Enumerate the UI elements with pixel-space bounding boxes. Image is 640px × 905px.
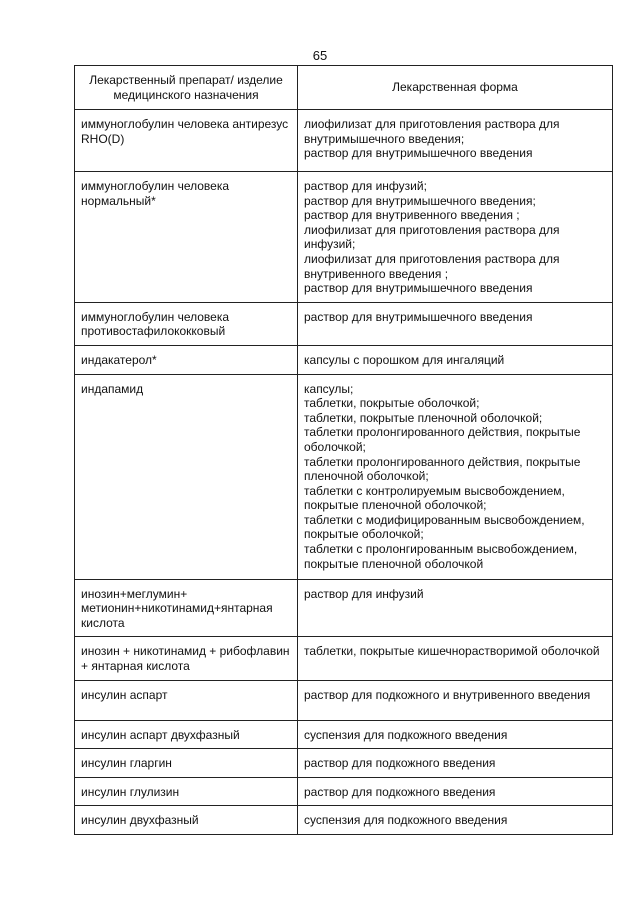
table-row bbox=[75, 749, 613, 778]
dosage-form-line: капсулы с порошком для ингаляций bbox=[304, 352, 505, 367]
table-row bbox=[75, 172, 613, 303]
dosage-form-line: таблетки, покрытые оболочкой; bbox=[304, 396, 480, 411]
dosage-form-cell bbox=[298, 680, 613, 720]
dosage-form-cell bbox=[298, 110, 613, 172]
table-row bbox=[75, 777, 613, 806]
table-row bbox=[75, 110, 613, 172]
table-row bbox=[75, 680, 613, 720]
drug-name-cell: инсулин гларгин bbox=[75, 749, 298, 778]
dosage-form-line: раствор для инфузий; bbox=[304, 179, 427, 193]
dosage-form-line: раствор для подкожного и внутривенного введения bbox=[304, 687, 591, 702]
drug-name-cell: инсулин глулизин bbox=[75, 777, 298, 806]
dosage-form-line: лиофилизат для приготовления раствора для внутримышечного введения; bbox=[304, 117, 560, 146]
dosage-form-cell bbox=[298, 302, 613, 345]
dosage-form-line: раствор для внутримышечного введения bbox=[304, 281, 533, 296]
dosage-form-line: лиофилизат для приготовления раствора для инфузий; bbox=[304, 222, 560, 252]
dosage-form-cell bbox=[298, 720, 613, 749]
drug-table bbox=[74, 65, 613, 835]
drug-name-cell: индапамид bbox=[75, 374, 298, 579]
drug-name-cell: иммуноглобулин человека нормальный* bbox=[75, 172, 298, 303]
dosage-form-line: суспензия для подкожного введения bbox=[304, 727, 508, 742]
dosage-form-cell bbox=[298, 749, 613, 778]
dosage-form-cell bbox=[298, 374, 613, 579]
table-row bbox=[75, 345, 613, 374]
dosage-form-line: раствор для инфузий bbox=[304, 586, 424, 601]
dosage-form-line: таблетки пролонгированного действия, покрытые пленочной оболочкой; bbox=[304, 454, 581, 484]
dosage-form-line: раствор для внутримышечного введения bbox=[304, 146, 533, 161]
drug-name-cell: иммуноглобулин человека антирезус RHO(D) bbox=[75, 110, 298, 172]
dosage-form-line: таблетки, покрытые пленочной оболочкой; bbox=[304, 410, 543, 425]
dosage-form-line: таблетки, покрытые кишечнорастворимой оболочкой bbox=[304, 644, 600, 659]
drug-name-cell: инозин + никотинамид + рибофлавин + янтарная кислота bbox=[75, 637, 298, 680]
page-number: 65 bbox=[312, 48, 328, 63]
table-row bbox=[75, 637, 613, 680]
dosage-form-line: раствор для подкожного введения bbox=[304, 756, 496, 771]
table-row bbox=[75, 806, 613, 835]
dosage-form-line: раствор для внутримышечного введения; bbox=[304, 193, 536, 208]
dosage-form-cell bbox=[298, 579, 613, 637]
dosage-form-line: таблетки с модифицированным высвобождением, покрытые оболочкой; bbox=[304, 512, 585, 542]
dosage-form-line: таблетки пролонгированного действия, покрытые оболочкой; bbox=[304, 425, 581, 454]
dosage-form-line: раствор для внутримышечного введения bbox=[304, 309, 533, 324]
drug-name-cell: инсулин аспарт двухфазный bbox=[75, 720, 298, 749]
table-row bbox=[75, 579, 613, 637]
dosage-form-line: лиофилизат для приготовления раствора для внутривенного введения ; bbox=[304, 251, 560, 281]
drug-name-cell: инозин+меглумин+ метионин+никотинамид+янтарная кислота bbox=[75, 579, 298, 637]
dosage-form-line: суспензия для подкожного введения bbox=[304, 813, 508, 828]
drug-name-cell: индакатерол* bbox=[75, 345, 298, 374]
table-row bbox=[75, 374, 613, 579]
dosage-form-line: капсулы; bbox=[304, 381, 354, 396]
dosage-form-line: раствор для подкожного введения bbox=[304, 784, 496, 799]
dosage-form-cell bbox=[298, 172, 613, 303]
dosage-form-cell bbox=[298, 637, 613, 680]
drug-name-cell: иммуноглобулин человека противостафилококковый bbox=[75, 302, 298, 345]
drug-name-cell: инсулин двухфазный bbox=[75, 806, 298, 835]
dosage-form-cell bbox=[298, 345, 613, 374]
table-row bbox=[75, 720, 613, 749]
dosage-form-cell bbox=[298, 777, 613, 806]
dosage-form-line: раствор для внутривенного введения ; bbox=[304, 208, 520, 223]
table-row bbox=[75, 302, 613, 345]
table-header-row bbox=[75, 66, 613, 110]
header-drug: Лекарственный препарат/ изделие медицинского назначения bbox=[75, 66, 298, 110]
dosage-form-line: таблетки с пролонгированным высвобождением, покрытые пленочной оболочкой bbox=[304, 542, 578, 571]
dosage-form-cell bbox=[298, 806, 613, 835]
drug-name-cell: инсулин аспарт bbox=[75, 680, 298, 720]
header-form: Лекарственная форма bbox=[298, 66, 613, 110]
dosage-form-line: таблетки с контролируемым высвобождением, покрытые пленочной оболочкой; bbox=[304, 483, 565, 513]
